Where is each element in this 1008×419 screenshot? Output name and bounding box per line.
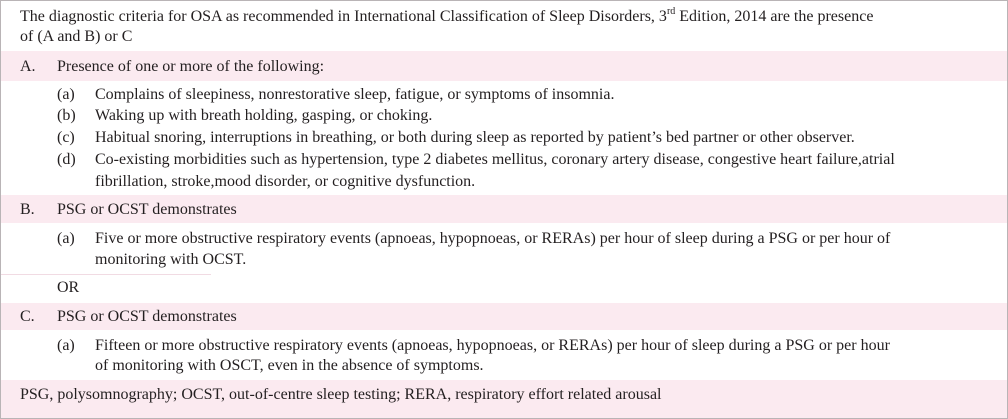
intro-line-1 — [20, 7, 873, 27]
intro-text-end: Edition, 2014 are the presence — [675, 8, 874, 25]
intro-line-2: of (A and B) or C — [20, 28, 133, 45]
section-a-header — [1, 51, 1007, 81]
item-c-text: Habitual snoring, interruptions in breathing, or both during sleep as reported by patient’s bed partner or other observer. — [95, 129, 855, 146]
section-a-letter: A. — [20, 58, 36, 75]
item-b-a-text-line-2: monitoring with OCST. — [95, 251, 247, 268]
item-a-text: Complains of sleepiness, nonrestorative sleep, fatigue, or symptoms of insomnia. — [95, 86, 615, 103]
section-b-items — [1, 223, 1007, 274]
section-a-title: Presence of one or more of the following: — [57, 58, 325, 75]
section-a-items — [1, 81, 1007, 195]
section-c-title: PSG or OCST demonstrates — [57, 308, 237, 325]
item-b-a-marker: (a) — [57, 230, 75, 247]
footnote-text: PSG, polysomnography; OCST, out-of-centre sleep testing; RERA, respiratory effort related arousal — [20, 386, 662, 403]
section-c-items — [1, 330, 1007, 380]
item-d-text-line-2: fibrillation, stroke,mood disorder, or cognitive dysfunction. — [95, 173, 476, 190]
item-c-a-text-line-2: of monitoring with OSCT, even in the absence of symptoms. — [95, 357, 484, 374]
item-b-marker: (b) — [57, 107, 76, 124]
item-c-a-text-line-1: Fifteen or more obstructive respiratory events (apnoeas, hypopnoeas, or RERAs) per hour of sleep during a PSG or per hour — [95, 337, 890, 354]
section-b-letter: B. — [20, 201, 35, 218]
item-b-text: Waking up with breath holding, gasping, or choking. — [95, 107, 433, 124]
section-c-letter: C. — [20, 308, 35, 325]
intro-superscript: rd — [666, 5, 676, 17]
or-label: OR — [57, 279, 80, 296]
item-d-marker: (d) — [57, 151, 76, 168]
item-d-text-line-1: Co-existing morbidities such as hypertension, type 2 diabetes mellitus, coronary artery disease, congestive heart failure,atrial — [95, 151, 895, 168]
intro-text: The diagnostic criteria for OSA as recommended in International Classification of Sleep Disorders, 3 — [20, 8, 667, 25]
item-b-a-text-line-1: Five or more obstructive respiratory events (apnoeas, hypopnoeas, or RERAs) per hour of sleep during a PSG or per hour of — [95, 230, 891, 247]
intro-row — [1, 1, 1007, 51]
section-b-title: PSG or OCST demonstrates — [57, 201, 237, 218]
item-c-marker: (c) — [57, 129, 75, 146]
section-c-header — [1, 303, 1007, 330]
item-a-marker: (a) — [57, 86, 75, 103]
divider — [1, 274, 211, 275]
section-b-header — [1, 195, 1007, 223]
or-row — [1, 274, 1007, 303]
footnote-row — [1, 380, 1007, 418]
item-c-a-marker: (a) — [57, 337, 75, 354]
